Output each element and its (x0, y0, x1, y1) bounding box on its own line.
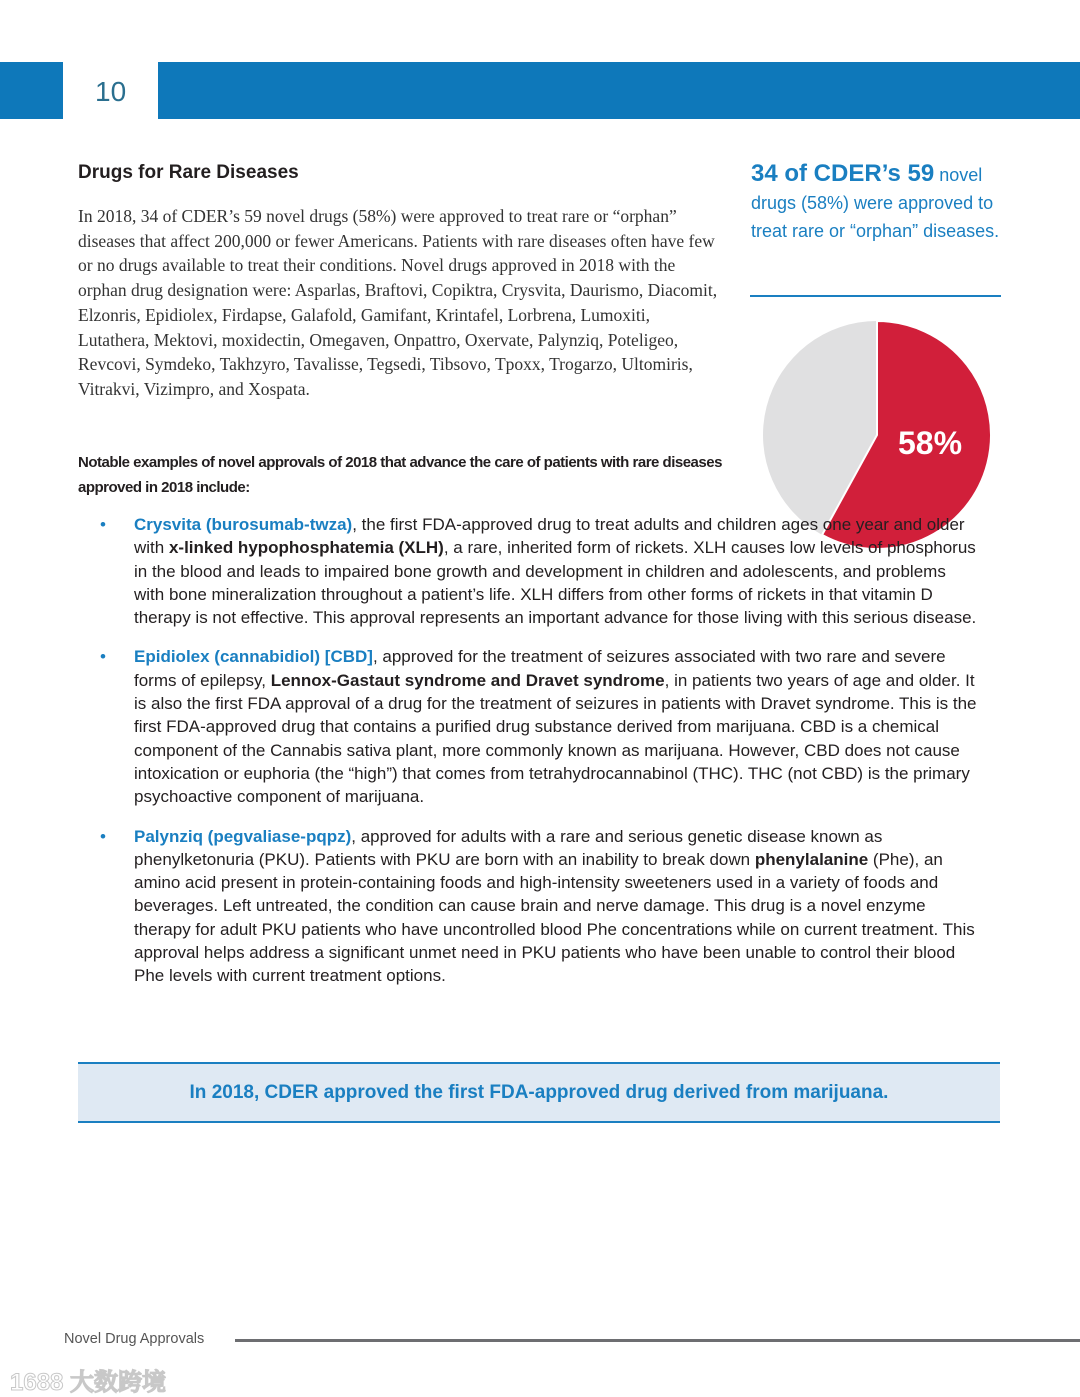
highlight-banner (78, 1062, 1000, 1123)
bullet-dot: • (100, 515, 106, 534)
bullet-text: , approved for the treatment of seizures associated with two rare and severe forms of epilepsy, (134, 647, 946, 690)
bullet-dot: • (100, 647, 106, 667)
pie-label: 58% (897, 425, 963, 461)
bullet-item-crysvita (78, 513, 978, 629)
drug-link-epidiolex[interactable]: Epidiolex (cannabidiol) [CBD] (134, 647, 373, 667)
section-title: Drugs for Rare Diseases (78, 162, 299, 183)
bullet-text: (Phe), an amino acid present in protein-containing foods and high-intensity sweeteners used in a variety of foods and beverages. Left untreated, the condition can cause brain and nerve damage. This drug is a novel enzyme therapy for adult PKU patients who have uncontrolled blood Phe concentrations while on current treatment. This approval helps address a significant unmet need in PKU patients who have been unable to control their blood Phe levels with current treatment options. (134, 849, 975, 986)
watermark-logo: 1688 大数跨境 (10, 1369, 167, 1396)
banner-text: In 2018, CDER approved the first FDA-approved drug derived from marijuana. (189, 1081, 889, 1103)
callout-divider (750, 295, 1001, 297)
bullet-item-epidiolex (78, 645, 978, 808)
bullet-text: , a rare, inherited form of rickets. XLH causes low levels of phosphorus in the blood and leads to impaired bone growth and development in children and adolescents, and problems with bone mineralization throughout a patient’s life. XLH differs from other forms of rickets in that vitamin D therapy is not effective. This approval represents an important advance for those living with this serious disease. (134, 538, 977, 628)
callout-text: novel drugs (58%) were approved to treat rare or “orphan” diseases. (751, 165, 1000, 241)
bullet-bold: Lennox-Gastaut syndrome and Dravet syndrome (270, 670, 665, 690)
callout (751, 160, 1001, 245)
bullet-text: , in patients two years of age and older. It is also the first FDA approval of a drug for the treatment of seizures in patients with Dravet syndrome. This is the first FDA-approved drug that contains a purified drug substance derived from marijuana. CBD is a chemical component of the Cannabis sativa plant, more commonly known as marijuana. However, CBD does not cause intoxication or euphoria (the “high”) that comes from tetrahydrocannabinol (THC). THC (not CBD) is the primary psychoactive component of marijuana. (134, 670, 977, 807)
notable-heading: Notable examples of novel approvals of 2018 that advance the care of patients with rare diseases approved in 2018 include: (78, 454, 722, 496)
header-bar-right (158, 62, 1080, 119)
bullet-bold: x-linked hypophosphatemia (XLH) (168, 538, 444, 558)
drug-link-palynziq[interactable]: Palynziq (pegvaliase-pqpz) (134, 826, 352, 846)
header-bar-left (0, 62, 63, 119)
page-number: 10 (95, 76, 127, 107)
footer-divider (235, 1339, 1080, 1342)
bullet-text: , approved for adults with a rare and serious genetic disease known as phenylketonuria (PKU). Patients with PKU are born with an inability to break down (134, 826, 883, 869)
callout-highlight: 34 of CDER’s 59 (751, 160, 935, 187)
bullet-item-palynziq (78, 825, 978, 988)
intro-paragraph: In 2018, 34 of CDER’s 59 novel drugs (58%) were approved to treat rare or “orphan” diseases that affect 200,000 or fewer Americans. Patients with rare diseases often have few or no drugs available to treat their conditions. Novel drugs approved in 2018 with the orphan drug designation were: Asparlas, Braftovi, Copiktra, Crysvita, Daurismo, Diacomit, Elzonris, Epidiolex, Firdapse, Galafold, Gamifant, Krintafel, Lorbrena, Lumoxiti, Lutathera, Mektovi, moxidectin, Omegaven, Onpattro, Oxervate, Palynziq, Poteligeo, Revcovi, Symdeko, Takhzyro, Tavalisse, Tegsedi, Tibsovo, Tpoxx, Trogarzo, Ultomiris, Vitrakvi, Vizimpro, and Xospata. (78, 206, 718, 399)
bullet-list (78, 513, 978, 1004)
bullet-text: , the first FDA-approved drug to treat adults and children ages one year and older with (134, 515, 965, 558)
footer-label: Novel Drug Approvals (64, 1331, 205, 1347)
bullet-dot: • (100, 826, 106, 846)
drug-link-crysvita[interactable]: Crysvita (burosumab-twza) (134, 515, 353, 534)
bullet-bold: phenylalanine (754, 849, 869, 869)
